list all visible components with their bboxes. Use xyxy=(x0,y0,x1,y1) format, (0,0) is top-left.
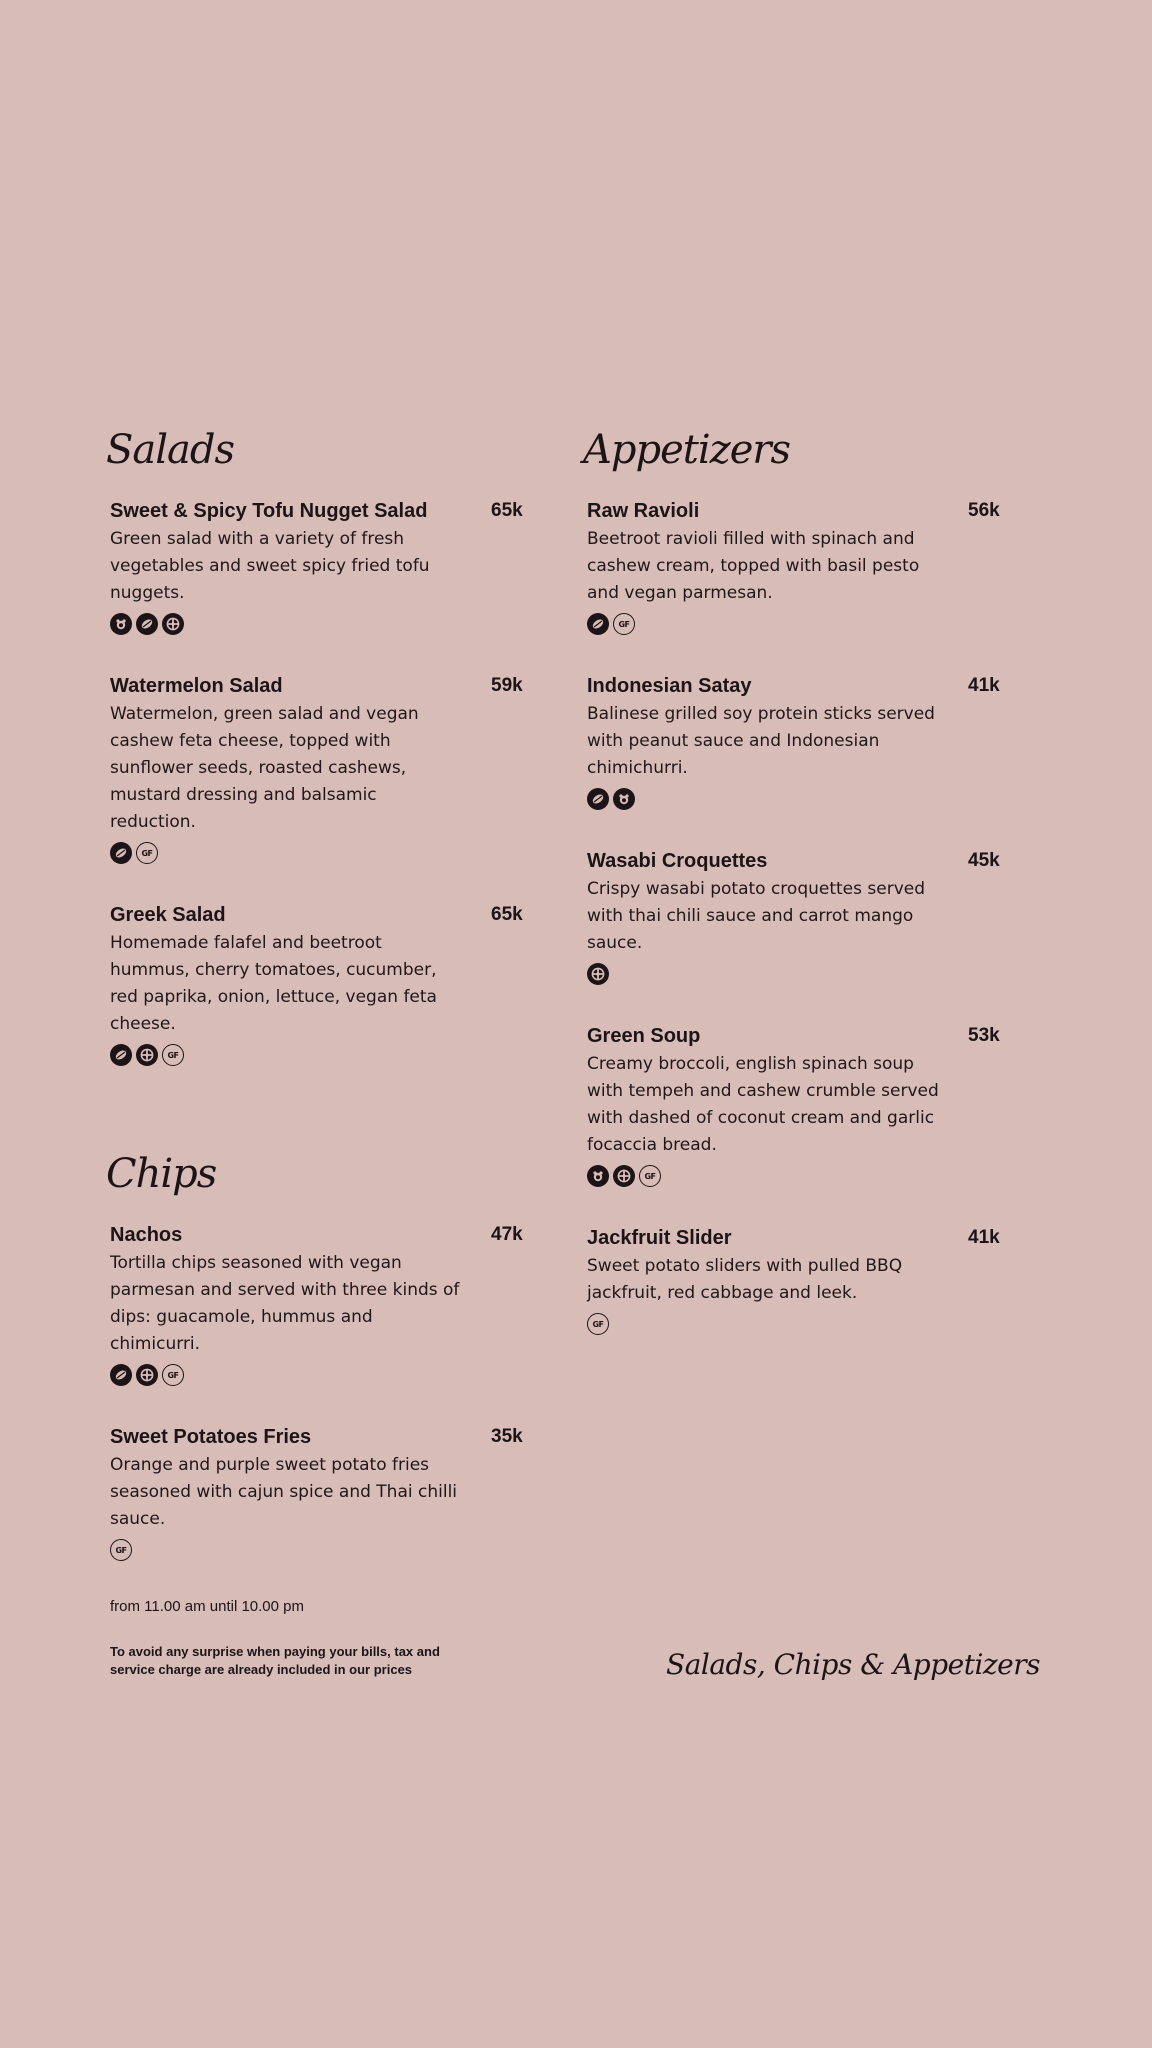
soy-icon xyxy=(136,613,158,635)
salads-section xyxy=(106,420,530,1066)
menu-item-name: Jackfruit Slider xyxy=(587,1227,732,1249)
menu-item-price: 41k xyxy=(968,675,1000,696)
menu-item-name: Sweet & Spicy Tofu Nugget Salad xyxy=(110,500,428,522)
dietary-icons xyxy=(587,1313,1007,1335)
tax-note: To avoid any surprise when paying your bills, tax and service charge are already included in our prices xyxy=(110,1644,440,1677)
menu-item xyxy=(110,496,530,635)
menu-item-header xyxy=(587,1021,1007,1051)
section-title-salads: Salads xyxy=(106,427,235,473)
menu-item-name: Watermelon Salad xyxy=(110,675,283,697)
menu-item-header xyxy=(110,1220,530,1250)
menu-item xyxy=(587,496,1007,635)
soy-icon xyxy=(110,1364,132,1386)
nut-icon xyxy=(613,788,635,810)
menu-item xyxy=(587,1021,1007,1187)
menu-item-description: Creamy broccoli, english spinach soup with tempeh and cashew crumble served with dashed of coconut cream and garlic focaccia bread. xyxy=(587,1054,939,1155)
section-title-appetizers: Appetizers xyxy=(583,427,791,473)
spicy-icon xyxy=(162,613,184,635)
appetizers-list xyxy=(587,496,1007,1335)
chips-list xyxy=(110,1220,530,1561)
menu-item xyxy=(110,1220,530,1386)
salads-list xyxy=(110,496,530,1066)
menu-item-header xyxy=(110,496,530,526)
spicy-icon xyxy=(587,963,609,985)
menu-item-description: Beetroot ravioli filled with spinach and cashew cream, topped with basil pesto and vegan parmesan. xyxy=(587,529,920,603)
menu-item xyxy=(587,846,1007,985)
menu-item-header xyxy=(587,671,1007,701)
menu-item-description: Watermelon, green salad and vegan cashew feta cheese, topped with sunflower seeds, roasted cashews, mustard dressing and balsamic reduction. xyxy=(110,704,419,832)
menu-item-name: Nachos xyxy=(110,1224,183,1246)
menu-item-price: 45k xyxy=(968,850,1000,871)
menu-item-description: Sweet potato sliders with pulled BBQ jackfruit, red cabbage and leek. xyxy=(587,1256,903,1303)
menu-item-description: Orange and purple sweet potato fries seasoned with cajun spice and Thai chilli sauce. xyxy=(110,1455,458,1529)
gluten-free-icon: GF xyxy=(136,842,158,864)
menu-item-price: 53k xyxy=(968,1025,1000,1046)
menu-item-header xyxy=(587,1223,1007,1253)
dietary-icons xyxy=(110,1539,530,1561)
appetizers-section xyxy=(583,420,1007,1335)
dietary-icons xyxy=(587,963,1007,985)
spicy-icon xyxy=(136,1044,158,1066)
menu-item-description: Homemade falafel and beetroot hummus, cherry tomatoes, cucumber, red paprika, onion, lettuce, vegan feta cheese. xyxy=(110,933,437,1034)
nut-icon xyxy=(587,1165,609,1187)
menu-item-price: 65k xyxy=(491,500,523,521)
menu-item xyxy=(587,1223,1007,1335)
soy-icon xyxy=(587,788,609,810)
gluten-free-icon: GF xyxy=(639,1165,661,1187)
chips-section xyxy=(106,1144,530,1561)
menu-item-price: 59k xyxy=(491,675,523,696)
dietary-icons xyxy=(110,842,530,864)
menu-item-name: Wasabi Croquettes xyxy=(587,850,768,872)
menu-item-description: Crispy wasabi potato croquettes served with thai chili sauce and carrot mango sauce. xyxy=(587,879,926,953)
dietary-icons xyxy=(587,788,1007,810)
menu-item xyxy=(587,671,1007,810)
spicy-icon xyxy=(136,1364,158,1386)
menu-item-header xyxy=(110,671,530,701)
menu-item-description: Tortilla chips seasoned with vegan parmesan and served with three kinds of dips: guacamole, hummus and chimicurri. xyxy=(110,1253,460,1354)
spicy-icon xyxy=(613,1165,635,1187)
dietary-icons xyxy=(587,1165,1007,1187)
menu-item-name: Greek Salad xyxy=(110,904,226,926)
left-column xyxy=(106,420,530,1679)
menu-item-name: Raw Ravioli xyxy=(587,500,700,522)
menu-item-name: Indonesian Satay xyxy=(587,675,752,697)
menu-item-price: 65k xyxy=(491,904,523,925)
nut-icon xyxy=(110,613,132,635)
gluten-free-icon: GF xyxy=(110,1539,132,1561)
menu-item-header xyxy=(110,900,530,930)
gluten-free-icon: GF xyxy=(587,1313,609,1335)
opening-hours: from 11.00 am until 10.00 pm xyxy=(110,1598,304,1615)
menu-item-header xyxy=(110,1422,530,1452)
menu-item xyxy=(110,900,530,1066)
menu-item-description: Green salad with a variety of fresh vegetables and sweet spicy fried tofu nuggets. xyxy=(110,529,430,603)
menu-item xyxy=(110,671,530,864)
gluten-free-icon: GF xyxy=(162,1364,184,1386)
menu-item-header xyxy=(587,846,1007,876)
menu-item xyxy=(110,1422,530,1561)
soy-icon xyxy=(110,1044,132,1066)
dietary-icons xyxy=(110,1044,530,1066)
gluten-free-icon: GF xyxy=(162,1044,184,1066)
right-column xyxy=(583,420,1007,1371)
menu-item-price: 35k xyxy=(491,1426,523,1447)
menu-item-name: Sweet Potatoes Fries xyxy=(110,1426,312,1448)
gluten-free-icon: GF xyxy=(613,613,635,635)
menu-item-name: Green Soup xyxy=(587,1025,701,1047)
menu-item-price: 56k xyxy=(968,500,1000,521)
section-title-chips: Chips xyxy=(106,1151,217,1197)
menu-item-header xyxy=(587,496,1007,526)
dietary-icons xyxy=(110,613,530,635)
soy-icon xyxy=(110,842,132,864)
dietary-icons xyxy=(587,613,1007,635)
soy-icon xyxy=(587,613,609,635)
dietary-icons xyxy=(110,1364,530,1386)
page-footer-title: Salads, Chips & Appetizers xyxy=(666,1648,1040,1681)
menu-item-price: 41k xyxy=(968,1227,1000,1248)
menu-item-description: Balinese grilled soy protein sticks served with peanut sauce and Indonesian chimichurri. xyxy=(587,704,935,778)
menu-item-price: 47k xyxy=(491,1224,523,1245)
